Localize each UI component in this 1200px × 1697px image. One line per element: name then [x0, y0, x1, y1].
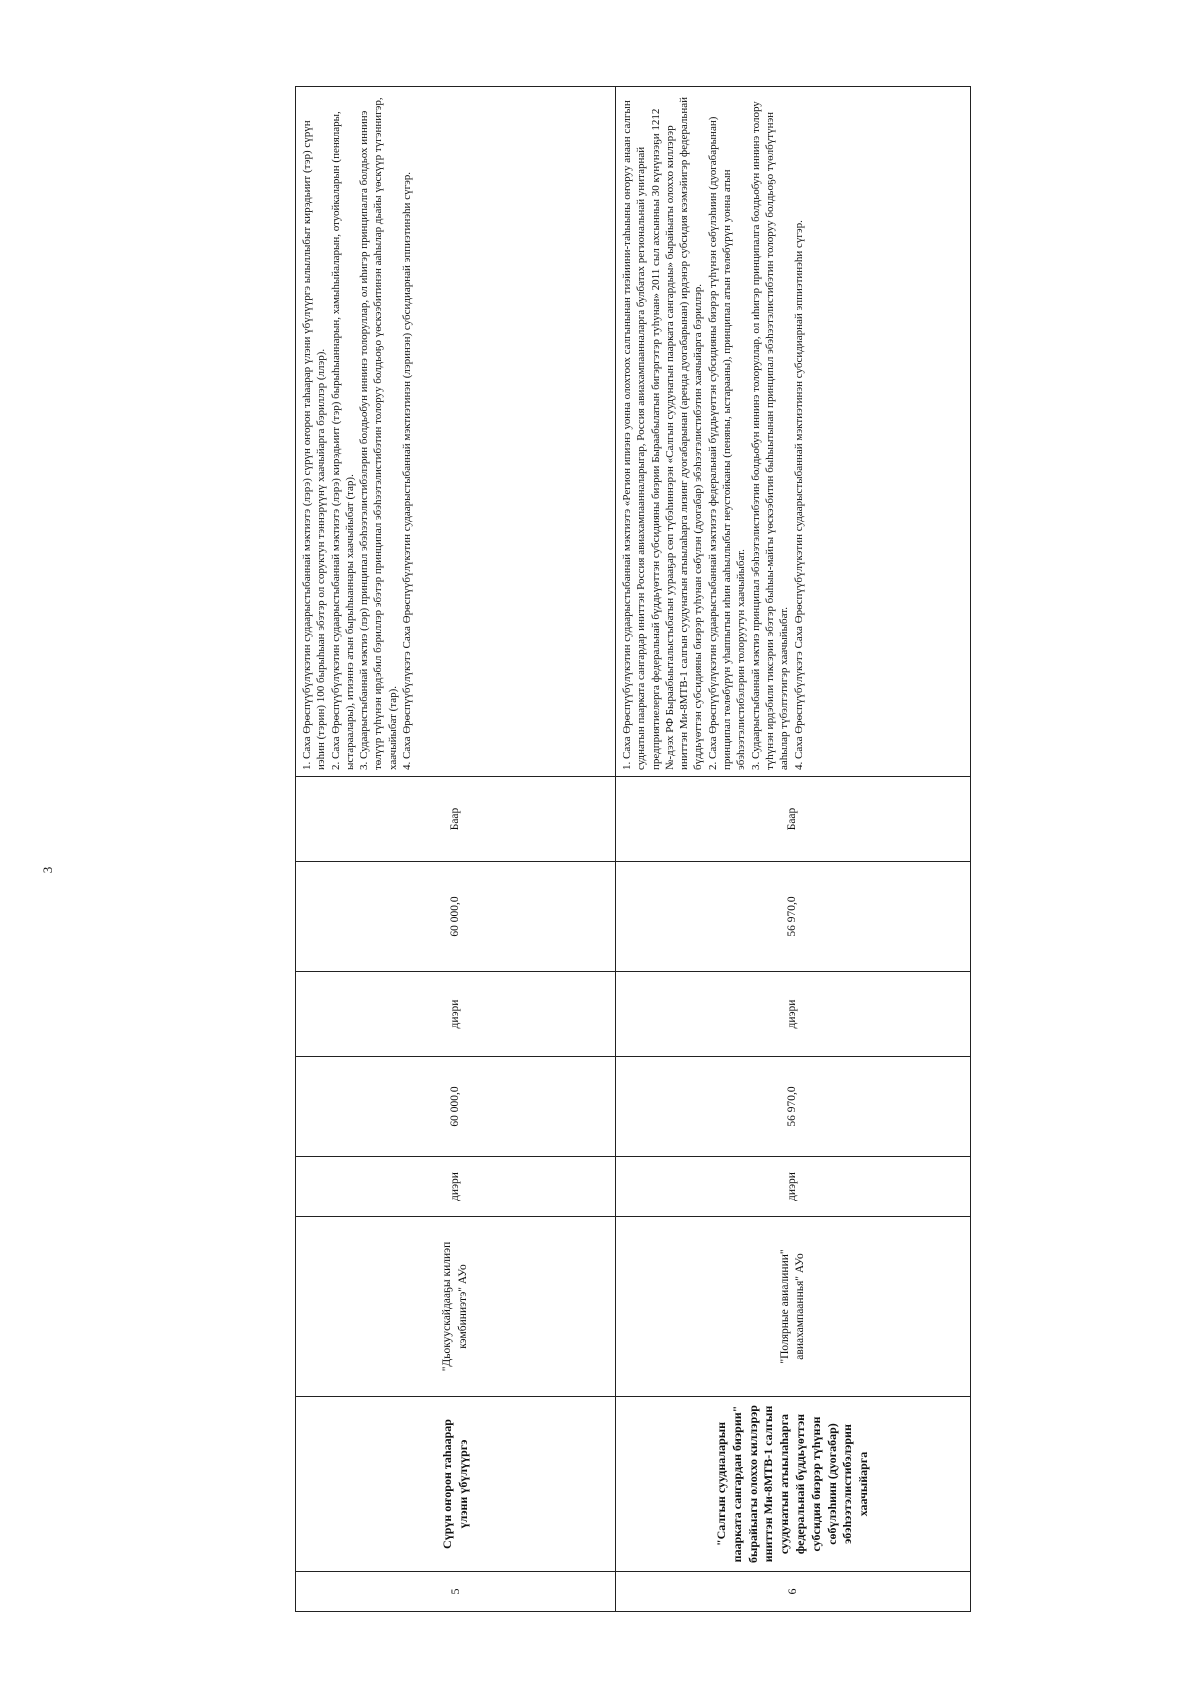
row-unit-2: диэри — [296, 971, 616, 1056]
row-organization: "Полярные авиалинии" авиахампааннья" АУо — [616, 1216, 971, 1396]
row-amount-1: 60 000,0 — [296, 1056, 616, 1156]
page-number: 3 — [40, 866, 55, 874]
description-paragraph: 4. Саха Өрөспүүбүлүкэтэ Саха Өрөспүүбүлүкэтин судаарыстыбаннай мэктиэтинэн субсидиарнай эппиэтинэһи сүгэр. — [792, 219, 805, 770]
row-amount-1: 56 970,0 — [616, 1056, 971, 1156]
row-unit-2: диэри — [616, 971, 971, 1056]
row-unit-1: диэри — [296, 1156, 616, 1216]
row-title: "Салгын суудналарын паарката сангардан биэрии" бырайыагы олоххо киллэрэр иниттэн Ми-8МТВ-1 салгын суудунатын атыылаһарга федеральнай бүддьүөттэн субсидия биэрэр түһүнэн сөбүлэһиин (дуогабар) эбэһээтэлистибэлэрин хаачыйарга — [616, 1396, 971, 1571]
description-paragraph: 2. Саха Өрөспүүбүлүкэтин судаарыстыбаннай мэктиэтэ федеральнай бүддьүөттэн субсидияны биэрэр түһүнэн сөбүлэһиин (дуогабарынан) принципал төлөбүрүн уһаппытын иһин ааһыллыбыт неустойканы (пеняны, ыстарааны), принципал атын төлөбүрүн уонна атын эбэһээтэлистибэлэрин толоруутун хаачыйыбат. — [706, 116, 748, 770]
table-row — [296, 86, 616, 1611]
description-paragraph: 3. Судаарыстыбаннай мэктиэ принципал эбэһээтэлистибэтин болдьобун иннинэ толоруллар, ол иһигэр принципалга болдьобун иннинэ толору түһүнэн ирдэбили тиксэрии эбэтэр быһыы-майгы үөскээбитин быһыытынан принципал эбэһээтэлистибэтин толоруу болдьоҕо түөлбүтүнэн ааһылар түбэлтэтигэр хаачыйыбат. — [749, 100, 791, 770]
row-description — [296, 86, 616, 776]
guarantee-table — [295, 86, 971, 1612]
description-paragraph: 1. Саха Өрөспүүбүлүкэтин судаарыстыбаннай мэктиэтэ «Регион ипиэнэ уонна олохтоох салгынынан тиэйиини-таһыыны оҥоруу анаан салгын суднатын паарката сангардар иниттэн Россия авиахампаанналарыгар, Россия авиахампаанналарга булбатах региональнай унитарнай предприятиелерга федеральнай бүддьүөттэн субсидияны биэрии Быраабылатын бигэргэтэр туһунан» 2011 сыл ахсынньы 30 күнүнээҕи 1212 №-дээх РФ Быраабыыталыстыбатын уурааҕар сөп түбэһиннэрэн «Салгын суудунатын паарката сангардыы» бырайыаты олоххо киллэрэр иниттэн Ми-8МТВ-1 салгын суудунатын атыылаһарга лизинг дуогабарынан (аренда дуогабарынан) ирдэнэр субсидия кээмэйигэр федеральнай бүддьүөттэн субсидияны биэрэр туһунан сөбүлэн (дуогабар) эбэһээтэлистибэтин хаачыйарга бэриллэр. — [621, 96, 705, 770]
table-row — [616, 86, 971, 1611]
row-title: Сүрүн оҥорон таһаарар үлэни үбүлүүргэ — [296, 1396, 616, 1571]
row-collateral: Баар — [296, 776, 616, 861]
row-number: 5 — [296, 1571, 616, 1611]
rotated-table-container — [295, 87, 970, 1612]
description-paragraph: 2. Саха Өрөспүүбүлүкэтин судаарыстыбаннай мэктиэтэ (лэрэ) кирэдьиит (тэр) бырыһыаннарын, хамыһыйаларын, отуойкаларын (пенялары, ыстараалары), итиэннэ атын бырыһыаннары хаачыйыбат (тар). — [329, 110, 356, 770]
row-collateral: Баар — [616, 776, 971, 861]
row-organization: "Дьокуускайдааҕы килиэп кэмбиниэтэ" АУо — [296, 1216, 616, 1396]
row-number: 6 — [616, 1571, 971, 1611]
description-paragraph: 1. Саха Өрөспүүбүлүкэтин судаарыстыбаннай мэктиэтэ (лэрэ) сүрүн оҥорон таһаарар үлэни үбүлүүргэ ылыллыбыт кирэдьиит (тэр) сүрүн иэһин (тэрин) 100 бырыһыан эбэтэр ол соруктун тэннэрүүнү хаачыйарга бэриллэр (ллэр). — [301, 119, 328, 770]
row-unit-1: диэри — [616, 1156, 971, 1216]
description-paragraph: 4. Саха Өрөспүүбүлүкэтэ Саха Өрөспүүбүлүкэтин судаарыстыбаннай мэктиэтинэн (лэринэн) субсидиарнай эппиэтинэһи сүгэр. — [401, 171, 414, 770]
row-amount-2: 56 970,0 — [616, 861, 971, 971]
description-paragraph: 3. Судаарыстыбаннай мэктиэ (лэр) принципал эбэһээтэлистибэлэрин болдьобун иннинэ толоруллар, ол иһигэр принципалга болдьох иннинэ төлүүр түһүнэн ирдэбил бэриллэр эбэтэр принципал эбэһээтэлистибэтин толоруу болдьоҕо үөскээбитинэн ааһылар дьайы үөскүүр түгэннигэр, хаачыйыбат (тар). — [358, 96, 399, 770]
row-amount-2: 60 000,0 — [296, 861, 616, 971]
row-description — [616, 86, 971, 776]
